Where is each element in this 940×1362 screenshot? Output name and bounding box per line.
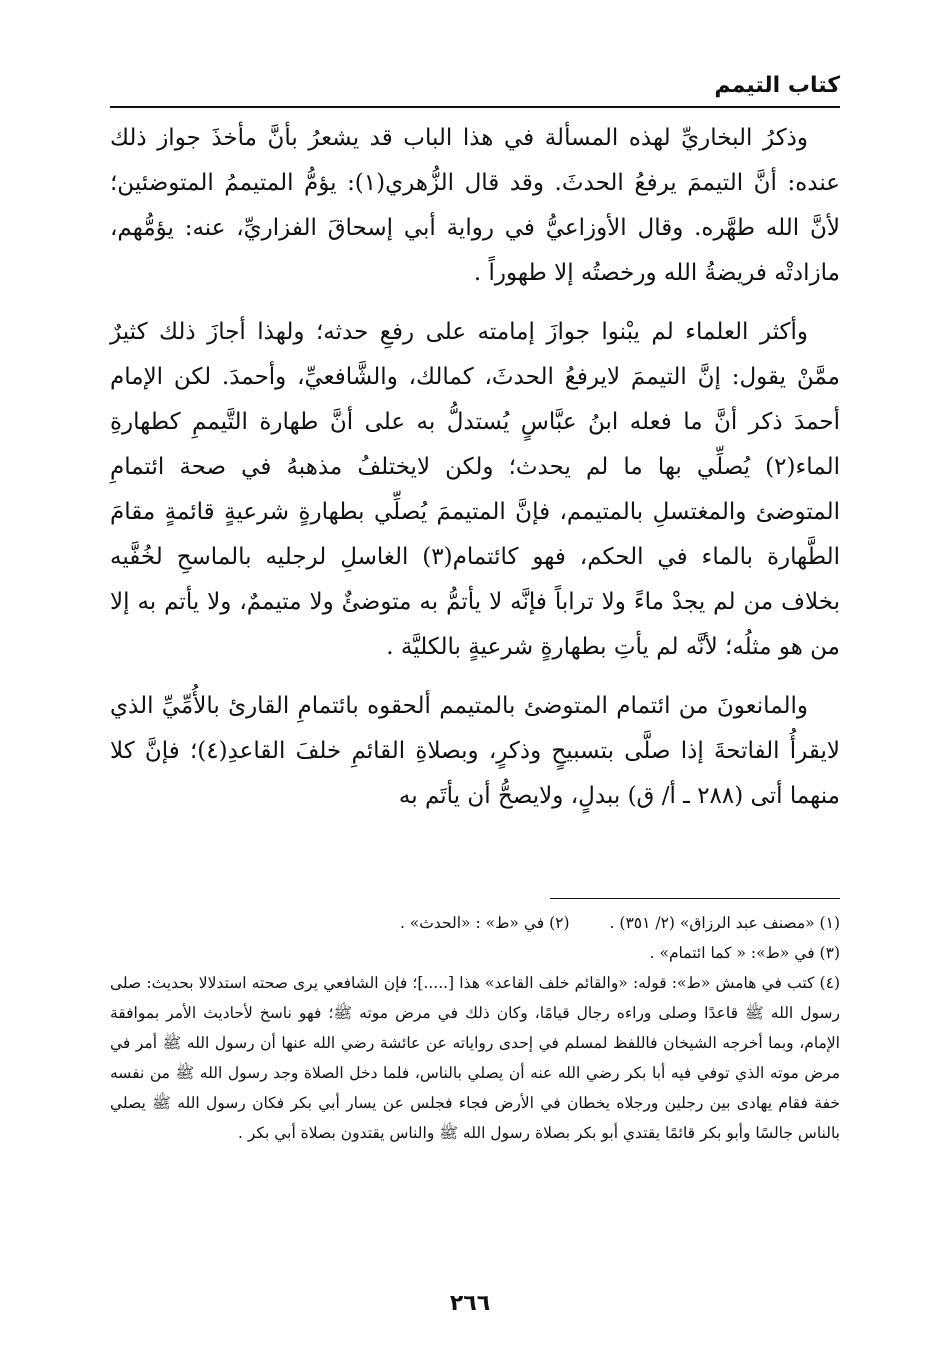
running-header [110,72,840,108]
header-title: كتاب التيمم [714,73,840,98]
paragraph-3: والمانعونَ من ائتمام المتوضئ بالمتيمم ألحقوه بائتمامِ القارئ بالأُمِّيِّ الذي لايقرأُ الفاتحةَ إذا صلَّى بتسبيحٍ وذكرٍ، وبصلاةِ القائمِ خلفَ القاعدِ(٤)؛ فإنَّ كلا منهما أتى (٢٨٨ ـ أ/ ق) ببدلٍ، ولايصحُّ أن يأتَم به [110,693,840,809]
footnote-2: (٢) في «ط» : «الحدث» . [399,914,570,932]
footnote-3: (٣) في «ط»: « كما ائتمام» . [649,944,840,962]
paragraph-2: وأكثر العلماء لم يبْنوا جوازَ إمامته على رفعِ حدثه؛ ولهذا أجازَ ذلك كثيرٌ ممَّنْ يقول: إنَّ التيممَ لايرفعُ الحدثَ، كمالك، والشَّافعيِّ، وأحمدَ. لكن الإمام أحمدَ ذكر أنَّ ما فعله ابنُ عبَّاسٍ يُستدلُّ به على أنَّ طهارة التَّيممِ كطهارةِ الماء(٢) يُصلِّي بها ما لم يحدث؛ ولكن لايختلفُ مذهبهُ في صحة ائتمامِ المتوضئ والمغتسلِ بالمتيمم، فإنَّ المتيممَ يُصلِّي بطهارةٍ شرعيةٍ قائمةٍ مقامَ الطَّهارة بالماء في الحكم، فهو كائتمام(٣) الغاسلِ لرجليه بالماسحِ لخُفَّيه بخلاف من لم يجدْ ماءً ولا تراباً فإنَّه لا يأتمُّ به متوضئٌ ولا متيممٌ، ولا يأتم به إلا من هو مثلُه؛ لأنَّه لم يأتِ بطهارةٍ شرعيةٍ بالكليَّة . [110,319,841,660]
footnote-4: (٤) كتب في هامش «ط»: قوله: «والقائم خلف القاعد» هذا [.....]؛ فإن الشافعي يرى صحته استدلالا بحديث: صلى رسول الله ﷺ قاعدًا وصلى وراءه رجال قيامًا، وكان ذلك في مرض موته ﷺ؛ فهو ناسخ لأحاديث الأمر بموافقة الإمام، وبما أخرجه الشيخان فاللفظ لمسلم في إحدى رواياته عن عائشة رضي الله عنها أن رسول الله ﷺ أمر في مرض موته الذي توفي فيه أبا بكر رضي الله عنه أن يصلي بالناس، فلما دخل الصلاة وجد رسول الله ﷺ من نفسه خفة فقام يهادى بين رجلين ورجلاه يخطان في الأرض فجاء فجلس عن يسار أبي بكر فكان رسول الله ﷺ يصلي بالناس جالسًا وأبو بكر قائمًا يقتدي أبو بكر بصلاة رسول الله ﷺ والناس يقتدون بصلاة أبي بكر . [110,974,840,1142]
paragraph-1: وذكرُ البخاريِّ لهذه المسألة في هذا الباب قد يشعرُ بأنَّ مأخذَ جواز ذلك عنده: أنَّ التيممَ يرفعُ الحدثَ. وقد قال الزُّهري(١): يؤمُّ المتيممُ المتوضئين؛ لأنَّ الله طهَّره. وقال الأوزاعيُّ في رواية أبي إسحاقَ الفزاريِّ، عنه: يؤمُّهم، مازادتْه فريضةُ الله ورخصتُه إلا طهوراً . [110,125,840,286]
page-number: ٢٦٦ [449,1291,491,1316]
footnote-divider [550,898,840,899]
main-text [110,116,840,833]
footnote-1: (١) «مصنف عبد الرزاق» (٢/ ٣٥١) . [609,914,840,932]
footnote-row [110,908,840,938]
footnotes [110,908,840,1148]
